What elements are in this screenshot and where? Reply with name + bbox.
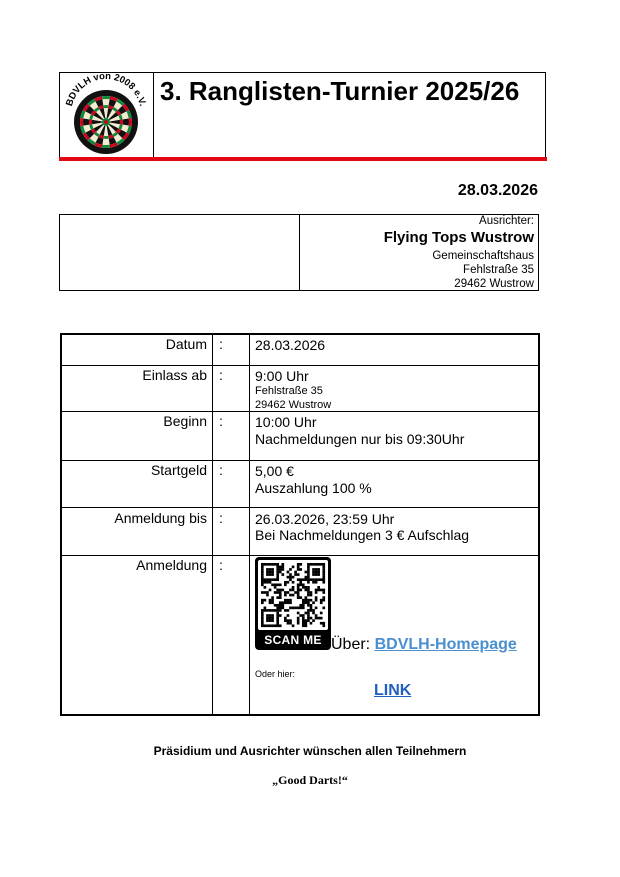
row-value-beginn: 10:00 Uhr xyxy=(255,414,317,430)
homepage-line xyxy=(331,636,517,654)
row-value-auszahlung: Auszahlung 100 % xyxy=(255,480,372,496)
row-value-einlass-city: 29462 Wustrow xyxy=(255,399,332,411)
organizer-city: 29462 Wustrow xyxy=(454,278,534,290)
scan-me-caption: SCAN ME xyxy=(264,633,322,647)
header-red-rule xyxy=(59,157,547,161)
footer-greeting: Präsidium und Ausrichter wünschen allen Teilnehmern xyxy=(153,744,467,758)
table-row-divider xyxy=(62,555,538,556)
organizer-info xyxy=(300,214,534,291)
row-label-einlass: Einlass ab xyxy=(142,367,207,383)
oder-hier-label: Oder hier: xyxy=(255,669,296,679)
row-colon: : xyxy=(219,510,223,526)
logo-text: BDVLH von 2008 e.V. xyxy=(64,72,148,108)
footer-good-darts: „Good Darts!“ xyxy=(272,773,348,787)
row-value-beginn-note: Nachmeldungen nur bis 09:30Uhr xyxy=(255,431,465,447)
row-colon: : xyxy=(219,367,223,383)
organizer-venue: Gemeinschaftshaus xyxy=(432,250,534,262)
row-colon: : xyxy=(219,462,223,478)
homepage-link[interactable]: BDVLH-Homepage xyxy=(374,636,517,653)
row-colon: : xyxy=(219,336,223,352)
row-value-anmeldung-bis: 26.03.2026, 23:59 Uhr xyxy=(255,511,395,527)
row-colon: : xyxy=(219,557,223,573)
row-value-einlass: 9:00 Uhr xyxy=(255,368,309,384)
table-row-divider xyxy=(62,365,538,366)
qr-code-icon[interactable] xyxy=(258,560,328,630)
table-col-divider-1 xyxy=(212,335,213,715)
row-value-einlass-street: Fehlstraße 35 xyxy=(255,385,323,397)
row-value-datum: 28.03.2026 xyxy=(255,337,326,353)
row-label-beginn: Beginn xyxy=(163,413,207,429)
row-colon: : xyxy=(219,413,223,429)
organizer-street: Fehlstraße 35 xyxy=(463,264,534,276)
row-label-datum: Datum xyxy=(165,336,207,352)
row-value-nachmeldung-note: Bei Nachmeldungen 3 € Aufschlag xyxy=(255,527,470,543)
dartboard-logo-icon xyxy=(59,72,154,158)
logo-cell xyxy=(59,72,154,158)
row-label-anmeldung-bis: Anmeldung bis xyxy=(114,510,207,526)
row-label-anmeldung: Anmeldung xyxy=(136,557,207,573)
event-date: 28.03.2026 xyxy=(457,182,538,199)
organizer-name: Flying Tops Wustrow xyxy=(383,229,534,246)
table-row-divider xyxy=(62,460,538,461)
row-value-startgeld: 5,00 € xyxy=(255,463,294,479)
organizer-label: Ausrichter: xyxy=(479,215,534,227)
row-label-startgeld: Startgeld xyxy=(150,462,207,478)
ueber-label: Über: xyxy=(331,636,371,653)
table-col-divider-2 xyxy=(249,335,250,715)
page-title: 3. Ranglisten-Turnier 2025/26 xyxy=(160,76,520,106)
registration-link[interactable]: LINK xyxy=(374,682,412,699)
table-row-divider xyxy=(62,507,538,508)
